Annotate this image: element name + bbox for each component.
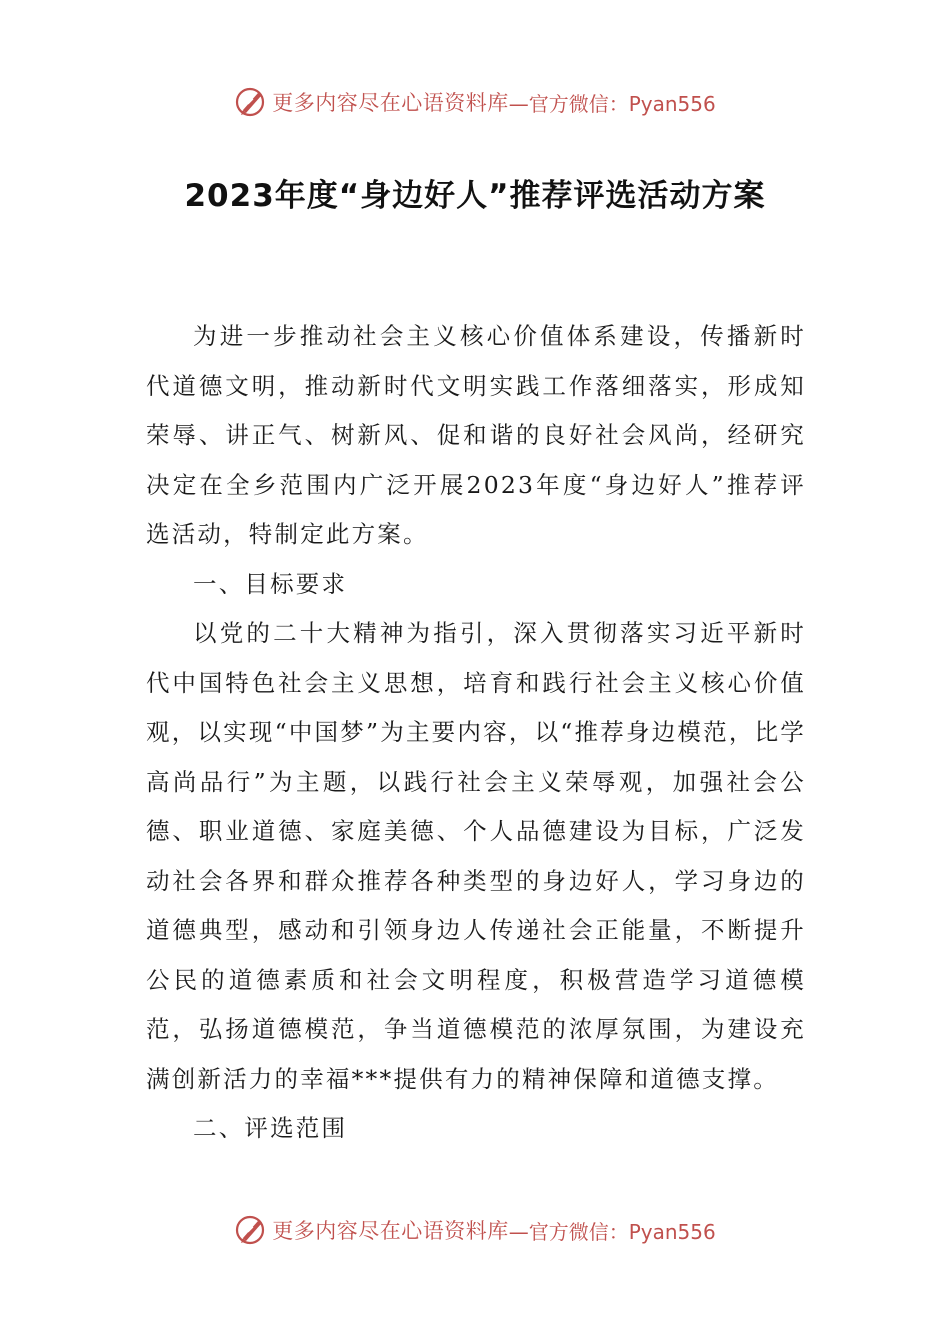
section-heading-scope: 二、评选范围 [193, 1114, 348, 1142]
intro-paragraph: 为进一步推动社会主义核心价值体系建设，传播新时代道德文明，推动新时代文明实践工作落细落实，形成知荣辱、讲正气、树新风、促和谐的良好社会风尚，经研究决定在全乡范围内广泛开展2023年度“身边好人”推荐评选活动，特制定此方案。 [146, 322, 806, 548]
document-body [146, 312, 806, 1154]
footer-watermark [0, 1210, 950, 1250]
watermark-main-text: 更多内容尽在心语资料库 [272, 91, 509, 115]
watermark-contact-text: —官方微信：Pyan556 [508, 1219, 716, 1244]
pen-logo-icon [234, 85, 268, 119]
goals-paragraph: 以党的二十大精神为指引，深入贯彻落实习近平新时代中国特色社会主义思想，培育和践行社会主义核心价值观，以实现“中国梦”为主要内容，以“推荐身边模范，比学高尚品行”为主题，以践行社会主义荣辱观，加强社会公德、职业道德、家庭美德、个人品德建设为目标，广泛发动社会各界和群众推荐各种类型的身边好人，学习身边的道德典型，感动和引领身边人传递社会正能量，不断提升公民的道德素质和社会文明程度，积极营造学习道德模范，弘扬道德模范，争当道德模范的浓厚氛围，为建设充满创新活力的幸福***提供有力的精神保障和道德支撑。 [146, 619, 806, 1093]
section-heading-goals: 一、目标要求 [193, 569, 348, 598]
header-watermark [0, 82, 950, 122]
watermark-main-text: 更多内容尽在心语资料库 [272, 1219, 509, 1243]
pen-logo-icon [234, 1213, 268, 1247]
document-title: 2023年度“身边好人”推荐评选活动方案 [184, 178, 766, 214]
watermark-contact-text: —官方微信：Pyan556 [508, 91, 716, 116]
